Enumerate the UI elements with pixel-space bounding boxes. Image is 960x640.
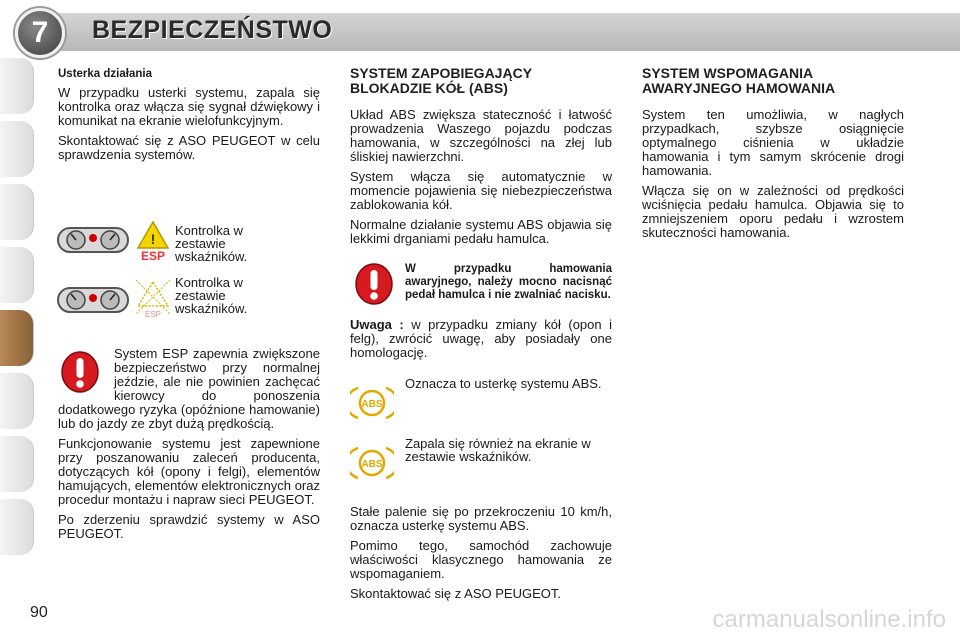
esp-note xyxy=(58,347,320,541)
exclamation-warning-icon xyxy=(354,262,394,306)
emergency-braking-note: W przypadku hamowania awaryjnego, należy mocno nacisnąć pedał hamulca i nie zwalniać nacisku. xyxy=(405,263,612,301)
subheading-fault: Usterka działania xyxy=(58,68,152,80)
kontrolka-label-2: Kontrolka w zestawie wskaźników. xyxy=(175,275,248,316)
page-number: 90 xyxy=(30,604,48,621)
paragraph: Układ ABS zwiększa stateczność i łatwość prowadzenia Waszego pojazdu podczas hamowania, w szczególności na złej lub śliskiej nawierzchni. xyxy=(350,107,612,164)
abs-label: ABS xyxy=(361,399,383,410)
paragraph: Po zderzeniu sprawdzić systemy w ASO PEUGEOT. xyxy=(58,512,320,541)
abs-display-text: Zapala się również na ekranie w zestawie wskaźników. xyxy=(405,436,591,464)
paragraph: Normalne działanie systemu ABS objawia się lekkimi drganiami pedału hamulca. xyxy=(350,217,612,246)
kontrolka-label-1: Kontrolka w zestawie wskaźników. xyxy=(175,223,248,264)
chapter-tabs xyxy=(0,58,34,562)
paragraph: System włącza się automatycznie w momencie pojawienia się niebezpieczeństwa zablokowania kół. xyxy=(350,169,612,212)
uwaga-text: w przypadku zmiany kół (opon i felg), zwrócić uwagę, aby posiadały one homologację. xyxy=(350,317,612,360)
paragraph: Włącza się on w zależności od prędkości wciśnięcia pedału hamulca. Objawia się to zmniejszeniem oporu pedału i wzrostem skuteczności hamowania. xyxy=(642,183,904,240)
abs-warning-icon xyxy=(350,384,394,422)
esp-off-icon xyxy=(132,276,174,320)
svg-text:!: ! xyxy=(150,231,156,247)
column-esp-fault xyxy=(58,68,320,168)
column-abs xyxy=(350,66,612,252)
abs-fault-text: Oznacza to usterkę systemu ABS. xyxy=(405,376,602,391)
column-emergency-braking xyxy=(642,66,904,246)
abs-label: ABS xyxy=(361,459,383,470)
section-title-emergency-braking: SYSTEM WSPOMAGANIA AWARYJNEGO HAMOWANIA xyxy=(642,65,836,96)
paragraph: Stałe palenie się po przekroczeniu 10 km/h, oznacza usterkę systemu ABS. xyxy=(350,504,612,533)
chapter-title: BEZPIECZEŃSTWO xyxy=(92,16,333,44)
chapter-tab-3[interactable] xyxy=(0,184,34,240)
chapter-tab-2[interactable] xyxy=(0,121,34,177)
paragraph: Funkcjonowanie systemu jest zapewnione przy poszanowaniu zaleceń producenta, dotyczących kół (opony i felgi), elementów hamujących, elementów elektronicznych oraz procedur montażu i napraw sieci PEUGEOT. xyxy=(58,436,320,507)
uwaga-label: Uwaga : xyxy=(350,317,404,332)
esp-warning-icon xyxy=(136,220,170,262)
chapter-tab-8[interactable] xyxy=(0,373,34,429)
abs-details xyxy=(350,505,612,601)
chapter-tab-9[interactable] xyxy=(0,436,34,492)
paragraph: System ten umożliwia, w nagłych przypadkach, szybsze osiągnięcie optymalnego ciśnienia w układzie hamowania i tym samym skrócenie drogi hamowania. xyxy=(642,107,904,178)
abs-warning-icon xyxy=(350,444,394,482)
paragraph: Skontaktować się z ASO PEUGEOT w celu sprawdzenia systemów. xyxy=(58,133,320,162)
watermark: carmanualsonline.info xyxy=(712,606,946,633)
paragraph: Skontaktować się z ASO PEUGEOT. xyxy=(350,586,561,601)
paragraph: W przypadku usterki systemu, zapala się kontrolka oraz włącza się sygnał dźwiękowy i komunikat na ekranie wielofunkcyjnym. xyxy=(58,85,320,128)
chapter-tab-10[interactable] xyxy=(0,499,34,555)
chapter-tab-4[interactable] xyxy=(0,247,34,303)
paragraph: Pomimo tego, samochód zachowuje właściwości klasycznego hamowania ze wspomaganiem. xyxy=(350,538,612,581)
section-title-abs: SYSTEM ZAPOBIEGAJĄCY BLOKADZIE KÓŁ (ABS) xyxy=(350,65,532,96)
chapter-number-badge: 7 xyxy=(15,8,65,58)
esp-off-label: ESP xyxy=(144,310,162,319)
instrument-cluster-icon xyxy=(56,284,130,316)
uwaga-note xyxy=(350,318,612,360)
esp-label: ESP xyxy=(140,249,166,262)
chapter-tab-7-active[interactable] xyxy=(0,310,34,366)
chapter-tab-1[interactable] xyxy=(0,58,34,114)
instrument-cluster-icon xyxy=(56,224,130,256)
esp-safety-note: System ESP zapewnia zwiększone bezpieczeństwo przy normalnej jeździe, ale nie powinien zachęcać kierowcy do ponoszenia dodatkowego ryzyka (opóźnione hamowanie) lub do jazdy ze zbyt dużą prędkością. xyxy=(58,346,320,431)
